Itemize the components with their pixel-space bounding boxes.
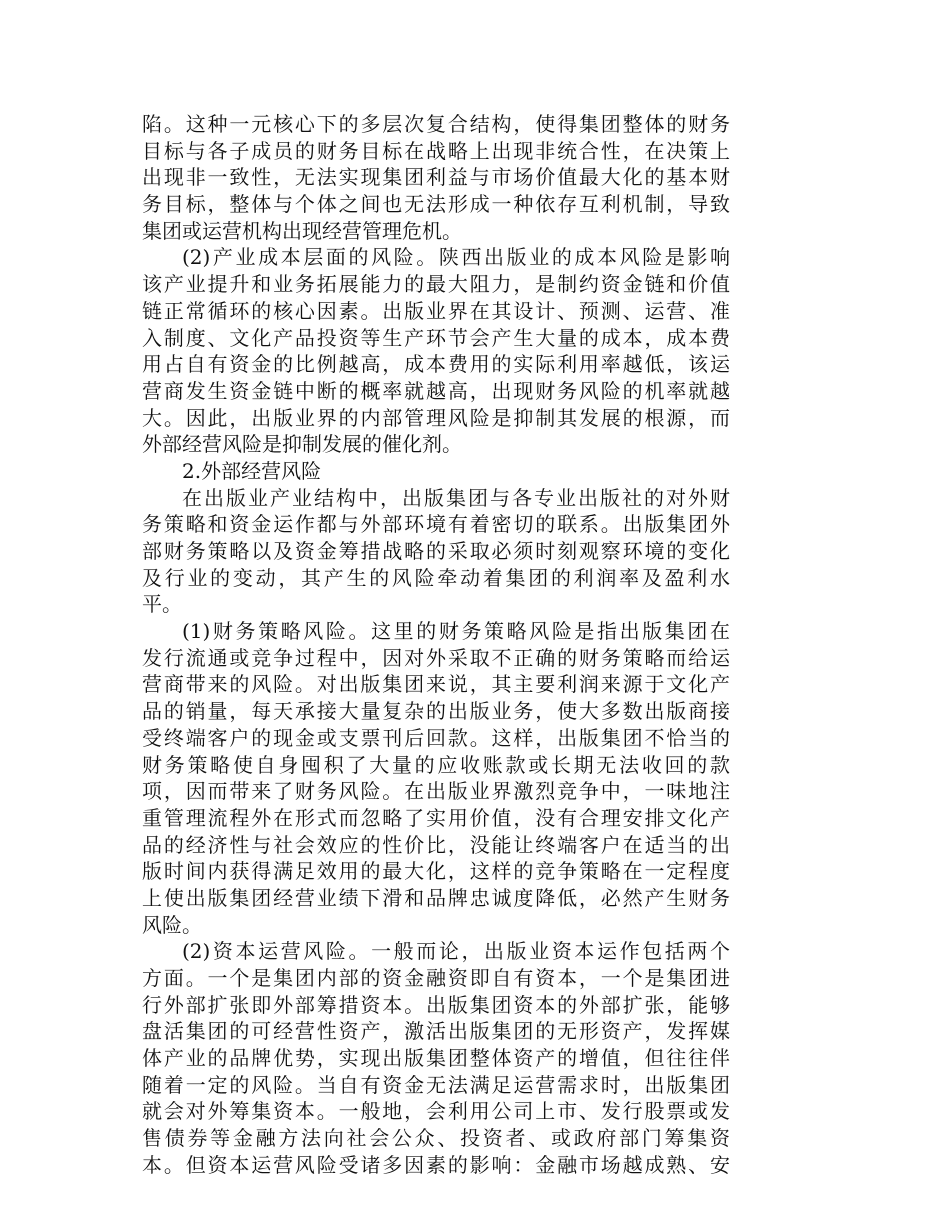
text-line: 风险。 (142, 912, 202, 937)
text-line: 大。因此，出版业界的内部管理风险是抑制其发展的根源，而 (142, 405, 730, 430)
text-line: 方面。一个是集团内部的资金融资即自有资本，一个是集团进 (142, 966, 730, 990)
text-line: 行外部扩张即外部筹措资本。出版集团资本的外部扩张，能够 (142, 992, 730, 1017)
text-line: 重管理流程外在形式而忽略了实用价值，没有合理安排文化产 (142, 805, 730, 830)
text-line: 营商发生资金链中断的概率就越高，出现财务风险的机率就越 (142, 378, 730, 403)
text-line: (1)财务策略风险。这里的财务策略风险是指出版集团在 (182, 619, 730, 644)
text-line: 该产业提升和业务拓展能力的最大阻力，是制约资金链和价值 (142, 272, 730, 297)
text-line: (2)产业成本层面的风险。陕西出版业的成本风险是影响 (182, 245, 730, 270)
text-line: 版时间内获得满足效用的最大化，这样的竞争策略在一定程度 (142, 859, 730, 884)
text-line: 体产业的品牌优势，实现出版集团整体资产的增值，但往往伴 (142, 1046, 730, 1071)
text-line: 2.外部经营风险 (182, 458, 322, 483)
text-line: 就会对外筹集资本。一般地，会利用公司上市、发行股票或发 (142, 1099, 730, 1124)
text-line: 品的销量，每天承接大量复杂的出版业务，使大多数出版商接 (142, 699, 730, 724)
text-line: 项，因而带来了财务风险。在出版业界激烈竞争中，一味地注 (142, 779, 730, 804)
text-line: 务策略和资金运作都与外部环境有着密切的联系。出版集团外 (142, 512, 730, 537)
text-line: 盘活集团的可经营性资产，激活出版集团的无形资产，发挥媒 (142, 1019, 730, 1044)
text-line: 出现非一致性，无法实现集团利益与市场价值最大化的基本财 (142, 165, 730, 190)
text-line: 务目标，整体与个体之间也无法形成一种依存互利机制，导致 (142, 192, 730, 217)
text-line: 品的经济性与社会效应的性价比，没能让终端客户在适当的出 (142, 832, 730, 857)
text-line: 发行流通或竞争过程中，因对外采取不正确的财务策略而给运 (142, 645, 730, 670)
text-line: 及行业的变动，其产生的风险牵动着集团的利润率及盈利水 (142, 565, 730, 590)
text-line: 营商带来的风险。对出版集团来说，其主要利润来源于文化产 (142, 672, 730, 697)
text-line: 集团或运营机构出现经营管理危机。 (142, 218, 462, 243)
text-line: 外部经营风险是抑制发展的催化剂。 (142, 432, 462, 457)
text-line: 上使出版集团经营业绩下滑和品牌忠诚度降低，必然产生财务 (142, 885, 730, 910)
text-line: 入制度、文化产品投资等生产环节会产生大量的成本，成本费 (142, 325, 730, 350)
text-line: 受终端客户的现金或支票刊后回款。这样，出版集团不恰当的 (142, 725, 730, 750)
text-line: 目标与各子成员的财务目标在战略上出现非统合性，在决策上 (142, 138, 730, 163)
text-line: 在出版业产业结构中，出版集团与各专业出版社的对外财 (182, 485, 730, 510)
text-line: 链正常循环的核心因素。出版业界在其设计、预测、运营、准 (142, 298, 730, 323)
text-line: 随着一定的风险。当自有资金无法满足运营需求时，出版集团 (142, 1072, 730, 1097)
document-body (142, 111, 730, 1179)
text-line: 售债券等金融方法向社会公众、投资者、或政府部门筹集资 (142, 1126, 730, 1151)
text-line: 平。 (142, 592, 182, 617)
text-line: 用占自有资金的比例越高，成本费用的实际利用率越低，该运 (142, 352, 730, 377)
text-line: (2)资本运营风险。一般而论，出版业资本运作包括两个 (182, 939, 730, 964)
text-line: 部财务策略以及资金筹措战略的采取必须时刻观察环境的变化 (142, 539, 730, 563)
text-line: 财务策略使自身囤积了大量的应收账款或长期无法收回的款 (142, 752, 730, 777)
text-line: 本。但资本运营风险受诸多因素的影响：金融市场越成熟、安 (142, 1152, 730, 1177)
text-line: 陷。这种一元核心下的多层次复合结构，使得集团整体的财务 (142, 112, 730, 136)
